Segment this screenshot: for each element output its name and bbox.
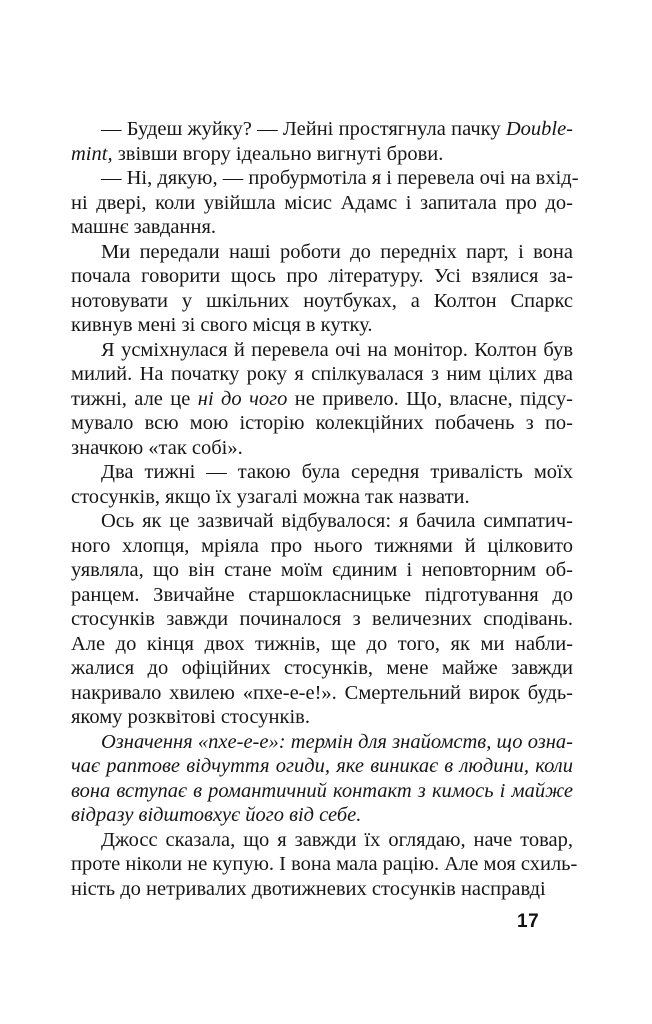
text-line (71, 436, 573, 461)
text-segment: Але до кінця двох тижнів, ще до того, як ми набли- (71, 632, 573, 655)
text-line (71, 632, 573, 657)
text-line (71, 509, 573, 534)
text-line (71, 313, 573, 338)
paragraph (71, 240, 573, 338)
text-segment: чає раптове відчуття огиди, яке виникає в людини, коли (71, 755, 573, 777)
body-text (71, 117, 579, 901)
text-line (71, 828, 573, 853)
text-line (71, 387, 573, 412)
paragraph (71, 730, 573, 828)
text-segment: стосунків завжди починалося з величезних сподівань. (71, 608, 573, 630)
text-segment: — Будеш жуйку? — Лейні простягнула пачку (101, 118, 506, 140)
italic-text-segment: ні до чого (197, 387, 288, 410)
text-segment: Ось як це зазвичай відбувалося: я бачила симпатич- (101, 510, 573, 532)
text-segment: ранцем. Звичайне старшокласницьке підготування до (71, 583, 573, 606)
text-line (71, 289, 573, 314)
text-line (71, 215, 573, 240)
text-segment: Ми передали наші роботи до передніх парт, і вона (101, 240, 573, 263)
paragraph (71, 460, 573, 509)
text-line (71, 460, 573, 485)
text-line (71, 411, 573, 436)
text-line (71, 117, 573, 142)
text-line (71, 338, 573, 363)
text-line (71, 534, 573, 559)
paragraph (71, 117, 573, 166)
text-segment: стосунків, якщо їх узагалі можна так назвати. (71, 485, 470, 508)
text-segment: уявляла, що він стане моїм єдиним і неповторним об- (71, 559, 573, 581)
text-segment: нотовувати у шкільних ноутбуках, а Колтон Спаркс (71, 289, 573, 312)
text-segment: Джосс сказала, що я завжди їх оглядаю, наче товар, (101, 828, 573, 851)
text-segment: значкою «так собі». (71, 436, 243, 459)
text-line (71, 607, 573, 632)
text-segment: жалися до офіційних стосунків, мене майже завжди (71, 657, 573, 679)
text-segment: тижні, але це (71, 387, 198, 410)
text-segment: ного хлопця, мріяла про нього тижнями й цілковито (71, 534, 573, 557)
text-segment: милий. На початку року я спілкувалася з ним цілих два (71, 363, 573, 385)
text-line (71, 362, 573, 387)
text-segment: мувало всю мою історію колекційних побачень з по- (71, 412, 573, 434)
paragraph (71, 828, 578, 902)
text-segment: кивнув мені зі свого місця в кутку. (71, 314, 373, 336)
text-line (71, 166, 579, 191)
text-line (71, 191, 573, 216)
text-line (71, 656, 573, 681)
text-line (71, 240, 573, 265)
italic-text-segment: Double- (505, 118, 573, 140)
text-line (71, 877, 573, 902)
text-segment: ність до нетривалих двотижневих стосунків насправді (71, 877, 546, 900)
text-line (71, 681, 573, 706)
text-segment: накривало хвилею «пхе-е-е!». Смертельний вирок будь- (71, 681, 573, 704)
text-segment: Означення «пхе-е-е»: термін для знайомств, що озна- (101, 730, 573, 753)
text-line (71, 754, 573, 779)
text-segment: вона вступає в романтичний контакт з кимось і майже (71, 779, 573, 802)
text-segment: звівши вгору ідеально вигнуті брови. (112, 142, 444, 165)
text-line (71, 730, 573, 755)
paragraph (71, 166, 579, 240)
text-segment: ні двері, коли увійшла місис Адамс і запитала про до- (71, 191, 573, 214)
italic-text-segment: mint, (71, 142, 113, 165)
text-segment: не привело. Що, власне, підсу- (287, 387, 573, 410)
text-segment: проте ніколи не купую. І вона мала рацію. Але моя схиль- (71, 853, 578, 875)
text-segment: відразу відштовхує його від себе. (71, 804, 362, 826)
text-line (71, 583, 573, 608)
text-segment: Два тижні — такою була середня тривалість моїх (101, 461, 573, 483)
text-line (71, 485, 573, 510)
text-line (71, 779, 573, 804)
text-line (71, 852, 578, 877)
text-segment: Я усміхнулася й перевела очі на монітор. Колтон був (101, 338, 573, 361)
text-segment: машнє завдання. (71, 216, 217, 238)
text-line (71, 558, 573, 583)
paragraph (71, 338, 573, 461)
text-segment: якому розквітові стосунків. (71, 706, 310, 728)
paragraph (71, 509, 573, 730)
text-segment: — Ні, дякую, — пробурмотіла я і перевела очі на вхід- (101, 167, 579, 189)
text-line (71, 803, 573, 828)
text-line (71, 142, 573, 167)
text-line (71, 264, 573, 289)
page-number: 17 (517, 911, 540, 932)
text-segment: почала говорити щось про літературу. Усі взялися за- (71, 265, 573, 287)
text-line (71, 705, 573, 730)
